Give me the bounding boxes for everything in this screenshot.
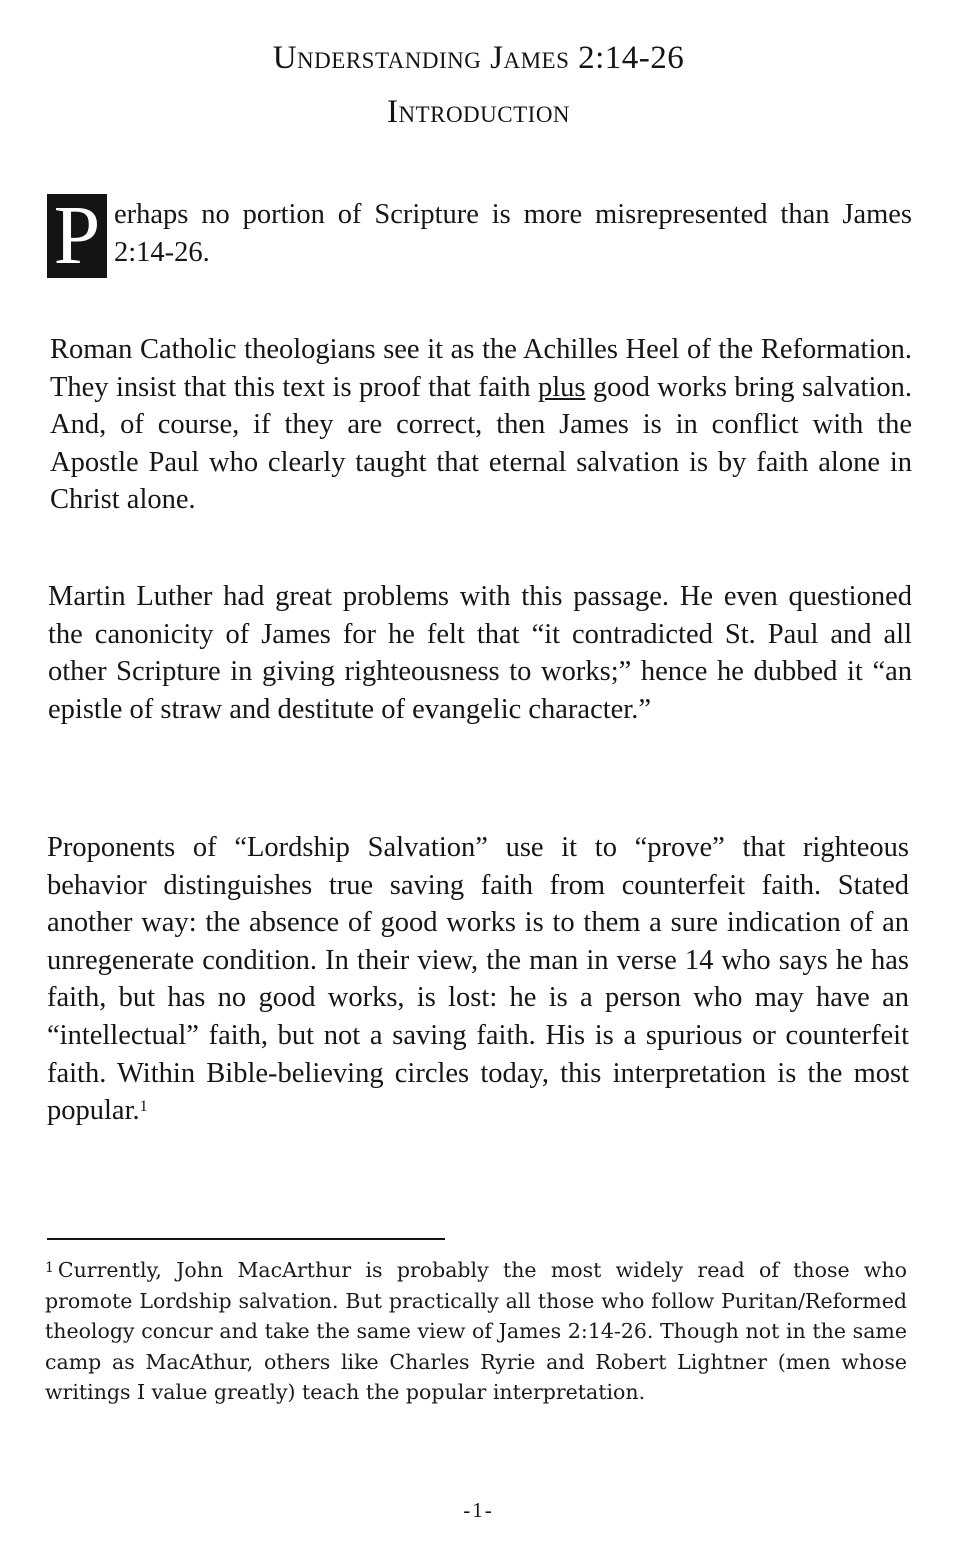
- intro-paragraph: erhaps no portion of Scripture is more misrepresented than James 2:14-26.: [114, 199, 912, 268]
- paragraph-martin-luther: Martin Luther had great problems with this passage. He even questioned the canonicity of James for he felt that “it contradicted St. Paul and all other Scripture in giving righteousness to works;” hence he dubbed it “an epistle of straw and destitute of evangelic character.”: [48, 581, 912, 725]
- paragraph-text: Roman Catholic theologians see it as the Achilles Heel of the Reformation. They insist that this text is proof that faith: [50, 334, 912, 403]
- footnote-divider: [47, 1238, 445, 1240]
- page-title: Understanding James 2:14-26: [272, 40, 685, 76]
- paragraph-lordship-salvation: [47, 829, 909, 1130]
- paragraph-roman-catholic: [50, 331, 912, 519]
- paragraph-text: good works bring salvation. And, of course, if they are correct, then James is in conflict with the Apostle Paul who clearly taught that eternal salvation is by faith alone in Christ alone.: [50, 371, 912, 516]
- footnote: [45, 1255, 907, 1408]
- footnote-text: Currently, John MacArthur is probably the most widely read of those who promote Lordship salvation. But practically all those who follow Puritan/Reformed theology concur and take the same view of James 2:14-26. Though not in the same camp as MacAthur, others like Charles Ryrie and Robert Lightner (men whose writings I value greatly) teach the popular interpretation.: [45, 1258, 907, 1404]
- drop-cap: P: [47, 194, 107, 278]
- page-number: -1-: [463, 1498, 494, 1522]
- footnote-marker: 1: [45, 1260, 54, 1276]
- footnote-reference: 1: [139, 1098, 148, 1116]
- section-heading: Introduction: [386, 94, 571, 130]
- paragraph-text: Proponents of “Lordship Salvation” use it to “prove” that righteous behavior distinguishes true saving faith from counterfeit faith. Stated another way: the absence of good works is to them a sure indication of an unregenerate condition. In their view, the man in verse 14 who says he has faith, but has no good works, is lost: he is a person who may have an “intellectual” faith, but not a saving faith. His is a spurious or counterfeit faith. Within Bible-believing circles today, this interpretation is the most popular.: [47, 832, 909, 1127]
- underlined-word: plus: [537, 371, 586, 403]
